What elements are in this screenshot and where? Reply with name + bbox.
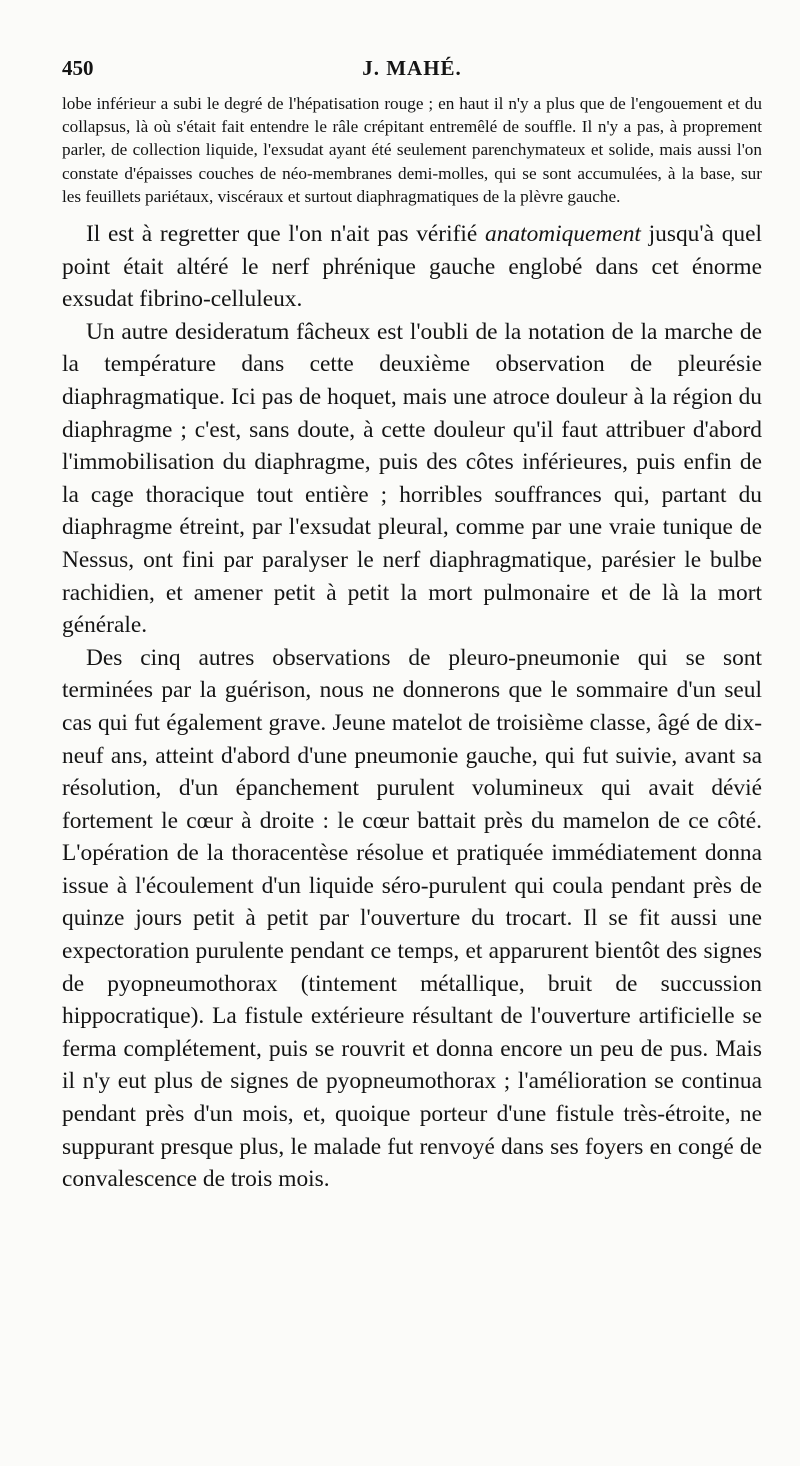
paragraph-1 <box>62 218 762 316</box>
paragraph-1-start: Il est à regretter que l'on n'ait pas vérifié <box>86 221 485 248</box>
note-paragraph: lobe inférieur a subi le degré de l'hépatisation rouge ; en haut il n'y a plus que de l'engouement et du collapsus, là où s'était fait entendre le râle crépitant entremêlé de souffle. Il n'y a pas, à proprement parler, de collection liquide, l'exsudat ayant été seulement parenchymateux et solide, mais aussi l'on constate d'épaisses couches de néo-membranes demi-molles, qui se sont accumulées, à la base, sur les feuillets pariétaux, viscéraux et surtout diaphragmatiques de la plèvre gauche. <box>62 94 762 206</box>
note-section <box>62 92 762 208</box>
paragraph-2: Un autre desideratum fâcheux est l'oubli de la notation de la marche de la température dans cette deuxième observation de pleurésie diaphragmatique. Ici pas de hoquet, mais une atroce douleur à la région du diaphragme ; c'est, sans doute, à cette douleur qu'il faut attribuer d'abord l'immobilisation du diaphragme, puis des côtes inférieures, puis enfin de la cage thoracique tout entière ; horribles souffrances qui, partant du diaphragme étreint, par l'exsudat pleural, comme par une vraie tunique de Nessus, ont fini par paralyser le nerf diaphragmatique, parésier le bulbe rachidien, et amener petit à petit la mort pulmonaire et de là la mort générale. <box>62 318 762 639</box>
page <box>62 56 762 1196</box>
paragraph-3: Des cinq autres observations de pleuro-pneumonie qui se sont terminées par la guérison, nous ne donnerons que le sommaire d'un seul cas qui fut également grave. Jeune matelot de troisième classe, âgé de dix-neuf ans, atteint d'abord d'une pneumonie gauche, qui fut suivie, avant sa résolution, d'un épanchement purulent volumineux qui avait dévié fortement le cœur à droite : le cœur battait près du mamelon de ce côté. L'opération de la thoracentèse résolue et pratiquée immédiatement donna issue à l'écoulement d'un liquide séro-purulent qui coula pendant près de quinze jours petit à petit par l'ouverture du trocart. Il se fit aussi une expectoration purulente pendant ce temps, et apparurent bientôt des signes de pyopneumothorax (tintement métallique, bruit de succussion hippocratique). La fistule extérieure résultant de l'ouverture artificielle se ferma complétement, puis se rouvrit et donna encore un peu de pus. Mais il n'y eut plus de signes de pyopneumothorax ; l'amélioration se continua pendant près d'un mois, et, quoique porteur d'une fistule très-étroite, ne suppurant presque plus, le malade fut renvoyé dans ses foyers en congé de convalescence de trois mois. <box>62 644 762 1193</box>
running-head: J. MAHÉ. <box>362 56 462 80</box>
page-number: 450 <box>62 56 94 80</box>
main-text <box>62 218 762 1196</box>
emphasis-anatomiquement: anatomiquement <box>485 221 641 248</box>
paragraph-1-end: jusqu'à quel point était altéré le nerf phrénique gauche englobé dans cet énorme exsudat fibrino-celluleux. <box>62 221 762 313</box>
page-header <box>62 56 762 92</box>
